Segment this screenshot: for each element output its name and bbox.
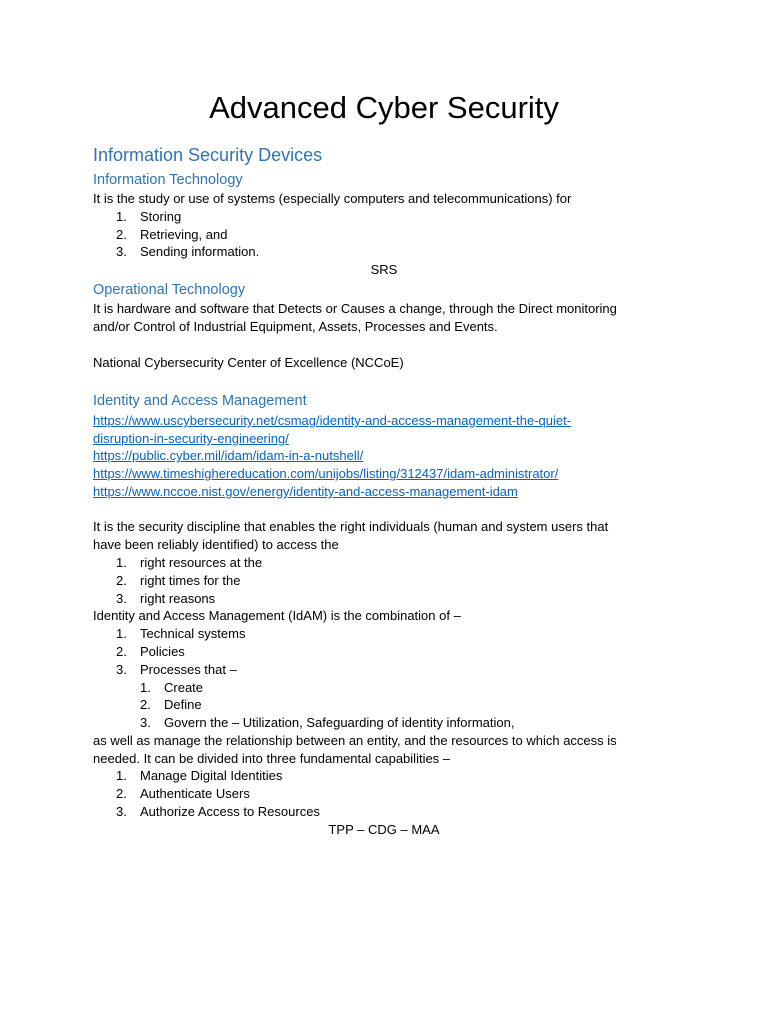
list-item: 2. Authenticate Users (116, 786, 250, 801)
heading-information-security-devices: Information Security Devices (93, 145, 323, 165)
link-public-cyber-mil[interactable]: https://public.cyber.mil/idam/idam-in-a-nutshell/ (93, 448, 364, 463)
list-item: 2. Policies (116, 644, 185, 659)
link-uscybersecurity[interactable]: https://www.uscybersecurity.net/csmag/identity-and-access-management-the-quiet- (93, 413, 572, 428)
list-item: 2. Retrieving, and (116, 227, 228, 242)
list-item: 2. right times for the (116, 573, 241, 588)
iam-para1-line1: It is the security discipline that enables the right individuals (human and system users that (93, 519, 609, 534)
list-item: 2. Define (140, 697, 202, 712)
heading-identity-access-management: Identity and Access Management (93, 393, 307, 409)
iam-para2-line1: as well as manage the relationship between an entity, and the resources to which access is (93, 733, 617, 748)
iam-para2-line2: needed. It can be divided into three fundamental capabilities – (93, 751, 451, 766)
list-item: 3. right reasons (116, 591, 216, 606)
nccoe-text: National Cybersecurity Center of Excellence (NCCoE) (93, 355, 404, 370)
it-intro: It is the study or use of systems (especially computers and telecommunications) for (93, 191, 572, 206)
link-timeshighereducation[interactable]: https://www.timeshighereducation.com/unijobs/listing/312437/idam-administrator/ (93, 466, 559, 481)
ot-text-line2: and/or Control of Industrial Equipment, Assets, Processes and Events. (93, 319, 498, 334)
iam-para1-line2: have been reliably identified) to access the (93, 537, 339, 552)
list-item: 3. Govern the – Utilization, Safeguarding of identity information, (140, 715, 515, 730)
list-item: 1. Manage Digital Identities (116, 768, 283, 783)
list-item: 3. Processes that – (116, 662, 237, 677)
heading-operational-technology: Operational Technology (93, 282, 246, 298)
link-uscybersecurity-cont[interactable]: disruption-in-security-engineering/ (93, 431, 289, 446)
list-item: 3. Sending information. (116, 244, 260, 259)
list-item: 1. right resources at the (116, 555, 263, 570)
list-item: 1. Create (140, 680, 204, 695)
list-item: 1. Storing (116, 209, 182, 224)
list-item: 1. Technical systems (116, 626, 246, 641)
tpp-cdg-maa-label: TPP – CDG – MAA (328, 822, 440, 837)
heading-information-technology: Information Technology (93, 172, 243, 188)
srs-label: SRS (370, 262, 398, 277)
document-title: Advanced Cyber Security (209, 90, 559, 125)
link-nccoe-nist[interactable]: https://www.nccoe.nist.gov/energy/identity-and-access-management-idam (93, 484, 518, 499)
ot-text-line1: It is hardware and software that Detects or Causes a change, through the Direct monitoring (93, 301, 617, 316)
iam-combo-intro: Identity and Access Management (IdAM) is the combination of – (93, 608, 461, 623)
list-item: 3. Authorize Access to Resources (116, 804, 320, 819)
